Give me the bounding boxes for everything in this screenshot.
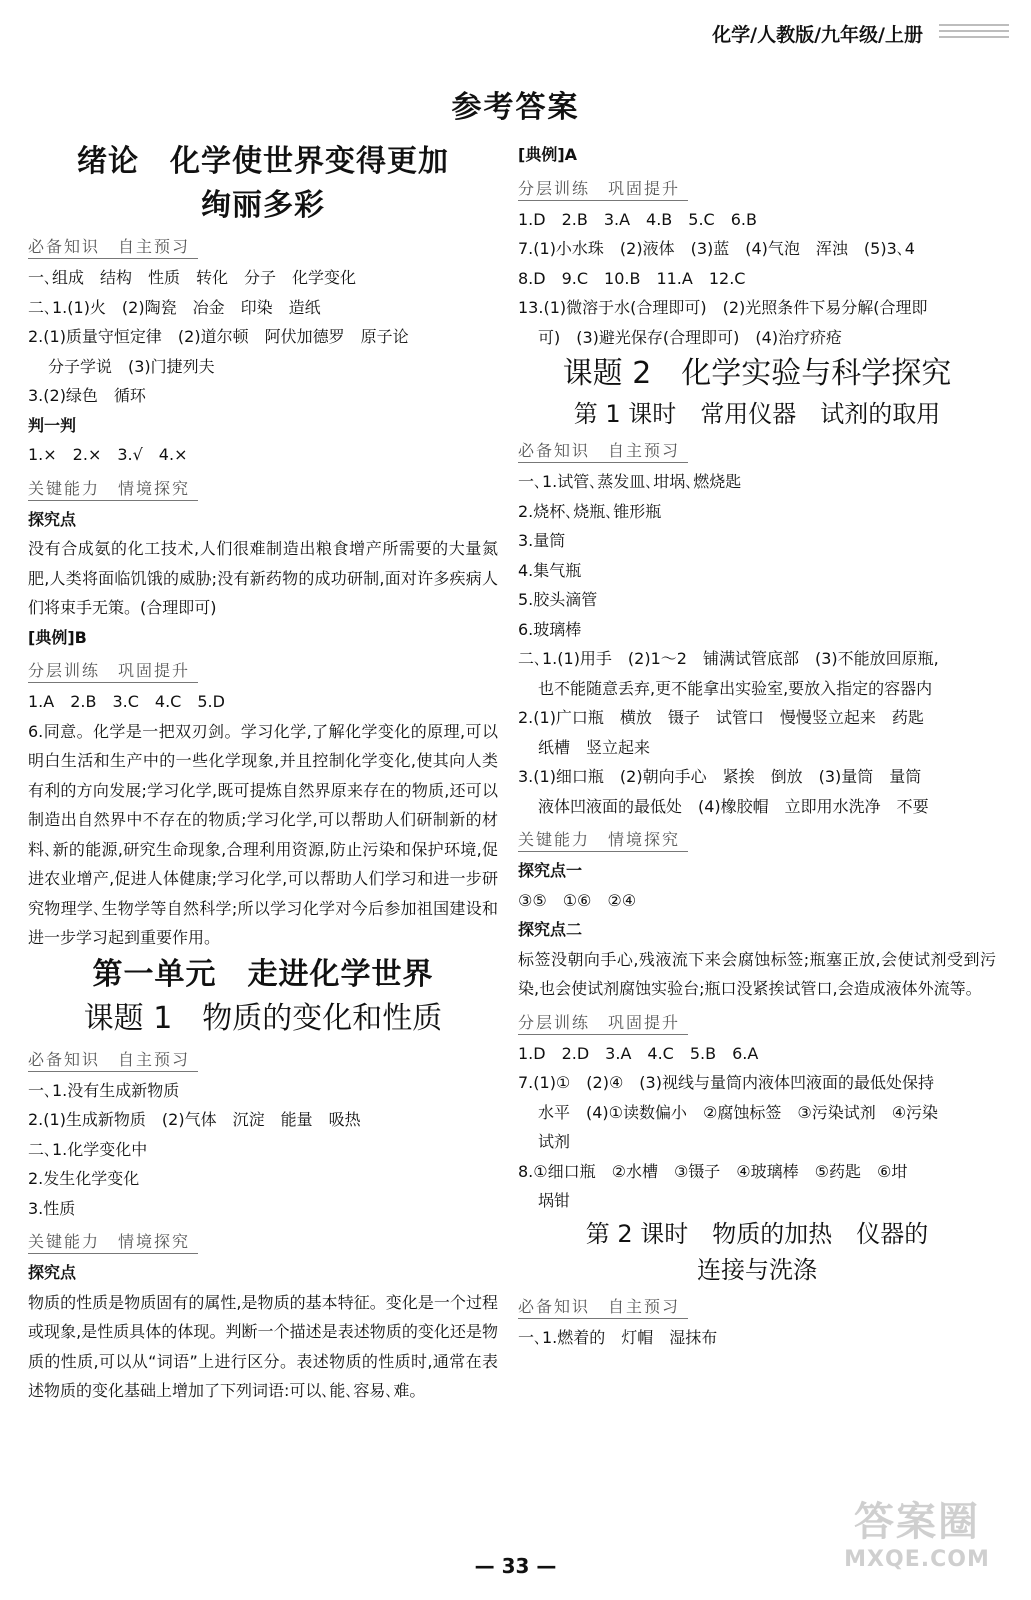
answer-line: 可) (3)避光保存(合理即可) (4)治疗疥疮 — [538, 327, 843, 347]
answer-line: 二､1.(1)用手 (2)1～2 铺满试管底部 (3)不能放回原瓶, — [518, 649, 939, 668]
answer-line: 3.量筒 — [518, 531, 566, 550]
section-label-row — [28, 652, 498, 687]
answer-line: 6.玻璃棒 — [518, 619, 582, 639]
answer-line: 二､1.化学变化中 — [28, 1139, 148, 1159]
answer-line: 判一判 — [28, 415, 77, 435]
answer-line: 纸槽 竖立起来 — [538, 737, 651, 757]
answer-line: 液体凹液面的最低处 (4)橡胶帽 立即用水洗净 不要 — [538, 796, 929, 816]
answer-line: 探究点二 — [518, 920, 583, 939]
answer-line: 探究点 — [28, 509, 77, 529]
answer-line: 3.(2)绿色 循环 — [28, 386, 146, 405]
left-column — [28, 140, 498, 1406]
answer-line: 4.集气瓶 — [518, 560, 582, 580]
answer-line: [典例]B — [28, 627, 87, 647]
section-label-row — [28, 470, 498, 505]
answer-line: 埚钳 — [538, 1191, 571, 1210]
answer-line: 一､组成 结构 性质 转化 分子 化学变化 — [28, 268, 357, 287]
section-heading: 绪论 化学使世界变得更加 — [77, 144, 449, 179]
right-column — [518, 140, 996, 1352]
answer-line: 3.性质 — [28, 1198, 76, 1218]
section-label: 必备知识 自主预习 — [518, 1294, 688, 1319]
answer-line: 2.(1)质量守恒定律 (2)道尔顿 阿伏加德罗 原子论 — [28, 327, 409, 346]
section-label: 关键能力 情境探究 — [28, 1229, 198, 1254]
answer-line: 水平 (4)①读数偏小 ②腐蚀标签 ③污染试剂 ④污染 — [538, 1102, 939, 1122]
answer-line: 分子学说 (3)门捷列夫 — [48, 356, 215, 376]
answer-line: 一､1.没有生成新物质 — [28, 1080, 180, 1100]
answer-line: 2.发生化学变化 — [28, 1169, 140, 1188]
answer-line: 探究点一 — [518, 861, 583, 880]
answer-line: 一､1.试管､蒸发皿､坩埚､燃烧匙 — [518, 472, 742, 491]
answer-line: 1.D 2.B 3.A 4.B 5.C 6.B — [518, 209, 757, 229]
section-label-row — [518, 821, 996, 856]
section-label: 分层训练 巩固提升 — [518, 176, 688, 201]
answer-paragraph: 物质的性质是物质固有的属性,是物质的基本特征。变化是一个过程或现象,是性质具体的体现。判断一个描述是表述物质的变化还是物质的性质,可以从“词语”上进行区分。表述物质的性质时,通常在表述物质的变化基础上增加了下列词语:可以､能､容易､难。 — [28, 1292, 498, 1400]
section-label: 必备知识 自主预习 — [28, 1047, 198, 1072]
answer-line: 2.(1)生成新物质 (2)气体 沉淀 能量 吸热 — [28, 1110, 361, 1129]
section-label: 关键能力 情境探究 — [518, 827, 688, 852]
answer-line: 1.A 2.B 3.C 4.C 5.D — [28, 692, 225, 711]
section-label-row — [28, 1223, 498, 1258]
lesson-heading: 课题 2 化学实验与科学探究 — [562, 356, 952, 391]
answer-line: 7.(1)① (2)④ (3)视线与量筒内液体凹液面的最低处保持 — [518, 1073, 934, 1092]
section-label-row — [518, 170, 996, 205]
answer-line: 也不能随意丢弃,更不能拿出实验室,要放入指定的容器内 — [538, 678, 933, 698]
section-heading: 第一单元 走进化学世界 — [92, 956, 434, 992]
section-label-row — [518, 432, 996, 467]
answer-paragraph: 没有合成氨的化工技术,人们很难制造出粮食增产所需要的大量氮肥,人类将面临饥饿的威胁;没有新药物的成功研制,面对许多疾病人们将束手无策。(合理即可) — [28, 539, 498, 617]
answer-line: 一､1.燃着的 灯帽 湿抹布 — [518, 1327, 718, 1347]
section-label: 必备知识 自主预习 — [28, 234, 198, 259]
subsection-heading: 第 2 课时 物质的加热 仪器的 — [585, 1219, 929, 1248]
section-label-row — [518, 1288, 996, 1323]
subsection-heading: 第 1 课时 常用仪器 试剂的取用 — [573, 400, 941, 428]
answer-line: 2.(1)广口瓶 横放 镊子 试管口 慢慢竖立起来 药匙 — [518, 708, 924, 727]
answer-line: 13.(1)微溶于水(合理即可) (2)光照条件下易分解(合理即 — [518, 298, 928, 317]
section-heading: 绚丽多彩 — [201, 188, 325, 223]
section-label-row — [28, 1041, 498, 1076]
section-label: 分层训练 巩固提升 — [518, 1010, 688, 1035]
section-label: 必备知识 自主预习 — [518, 438, 688, 463]
answer-line: 5.胶头滴管 — [518, 590, 598, 609]
answer-line: 7.(1)小水珠 (2)液体 (3)蓝 (4)气泡 浑浊 (5)3､4 — [518, 239, 915, 258]
answer-line: 试剂 — [538, 1132, 571, 1151]
section-label-row — [518, 1004, 996, 1039]
answer-line: ③⑤ ①⑥ ②④ — [518, 890, 637, 910]
watermark-url: MXQE.COM — [844, 1547, 990, 1572]
section-label: 分层训练 巩固提升 — [28, 658, 198, 683]
lesson-heading: 课题 1 物质的变化和性质 — [83, 1000, 443, 1036]
section-label: 关键能力 情境探究 — [28, 476, 198, 501]
page-header — [640, 0, 1031, 46]
answer-line: 8.D 9.C 10.B 11.A 12.C — [518, 268, 746, 288]
section-label-row — [28, 228, 498, 263]
answer-paragraph: 标签没朝向手心,残液流下来会腐蚀标签;瓶塞正放,会使试剂受到污染,也会使试剂腐蚀实验台;瓶口没紧挨试管口,会造成液体外流等。 — [518, 949, 996, 998]
answer-line: [典例]A — [518, 145, 578, 164]
answer-line: 3.(1)细口瓶 (2)朝向手心 紧挨 倒放 (3)量筒 量筒 — [518, 767, 922, 786]
answer-line: 1.D 2.D 3.A 4.C 5.B 6.A — [518, 1043, 759, 1063]
answer-line: 二､1.(1)火 (2)陶瓷 冶金 印染 造纸 — [28, 297, 321, 317]
answer-line: 1.× 2.× 3.√ 4.× — [28, 445, 188, 464]
subsection-heading: 连接与洗涤 — [697, 1255, 817, 1284]
answer-line: 8.①细口瓶 ②水槽 ③镊子 ④玻璃棒 ⑤药匙 ⑥坩 — [518, 1161, 908, 1181]
header-title: 化学/人教版/九年级/上册 — [712, 24, 923, 46]
answer-line: 探究点 — [28, 1263, 77, 1282]
watermark-logo-text: 答案圈 — [854, 1499, 980, 1545]
watermark-logo — [837, 1490, 997, 1590]
answer-line: 2.烧杯､烧瓶､锥形瓶 — [518, 501, 662, 521]
answer-paragraph: 6.同意。化学是一把双刃剑。学习化学,了解化学变化的原理,可以明白生活和生产中的一些化学现象,并且控制化学变化,使其向人类有利的方向发展;学习化学,既可提炼自然界原来存在的物质,还可以制造出自然界中不存在的物质;学习化学,可以帮助人们研制新的材料､新的能源,研究生命现象,合理利用资源,防止污染和保护环境,促进农业增产,促进人体健康;学习化学,可以帮助人们学习和进一步研究物理学､生物学等自然科学;所以学习化学对今后参加祖国建设和进一步学习起到重要作用。 — [28, 721, 498, 947]
page-title: 参考答案 — [451, 90, 580, 125]
header-decoration — [939, 24, 1009, 46]
page-number: — 33 — — [474, 1554, 557, 1578]
